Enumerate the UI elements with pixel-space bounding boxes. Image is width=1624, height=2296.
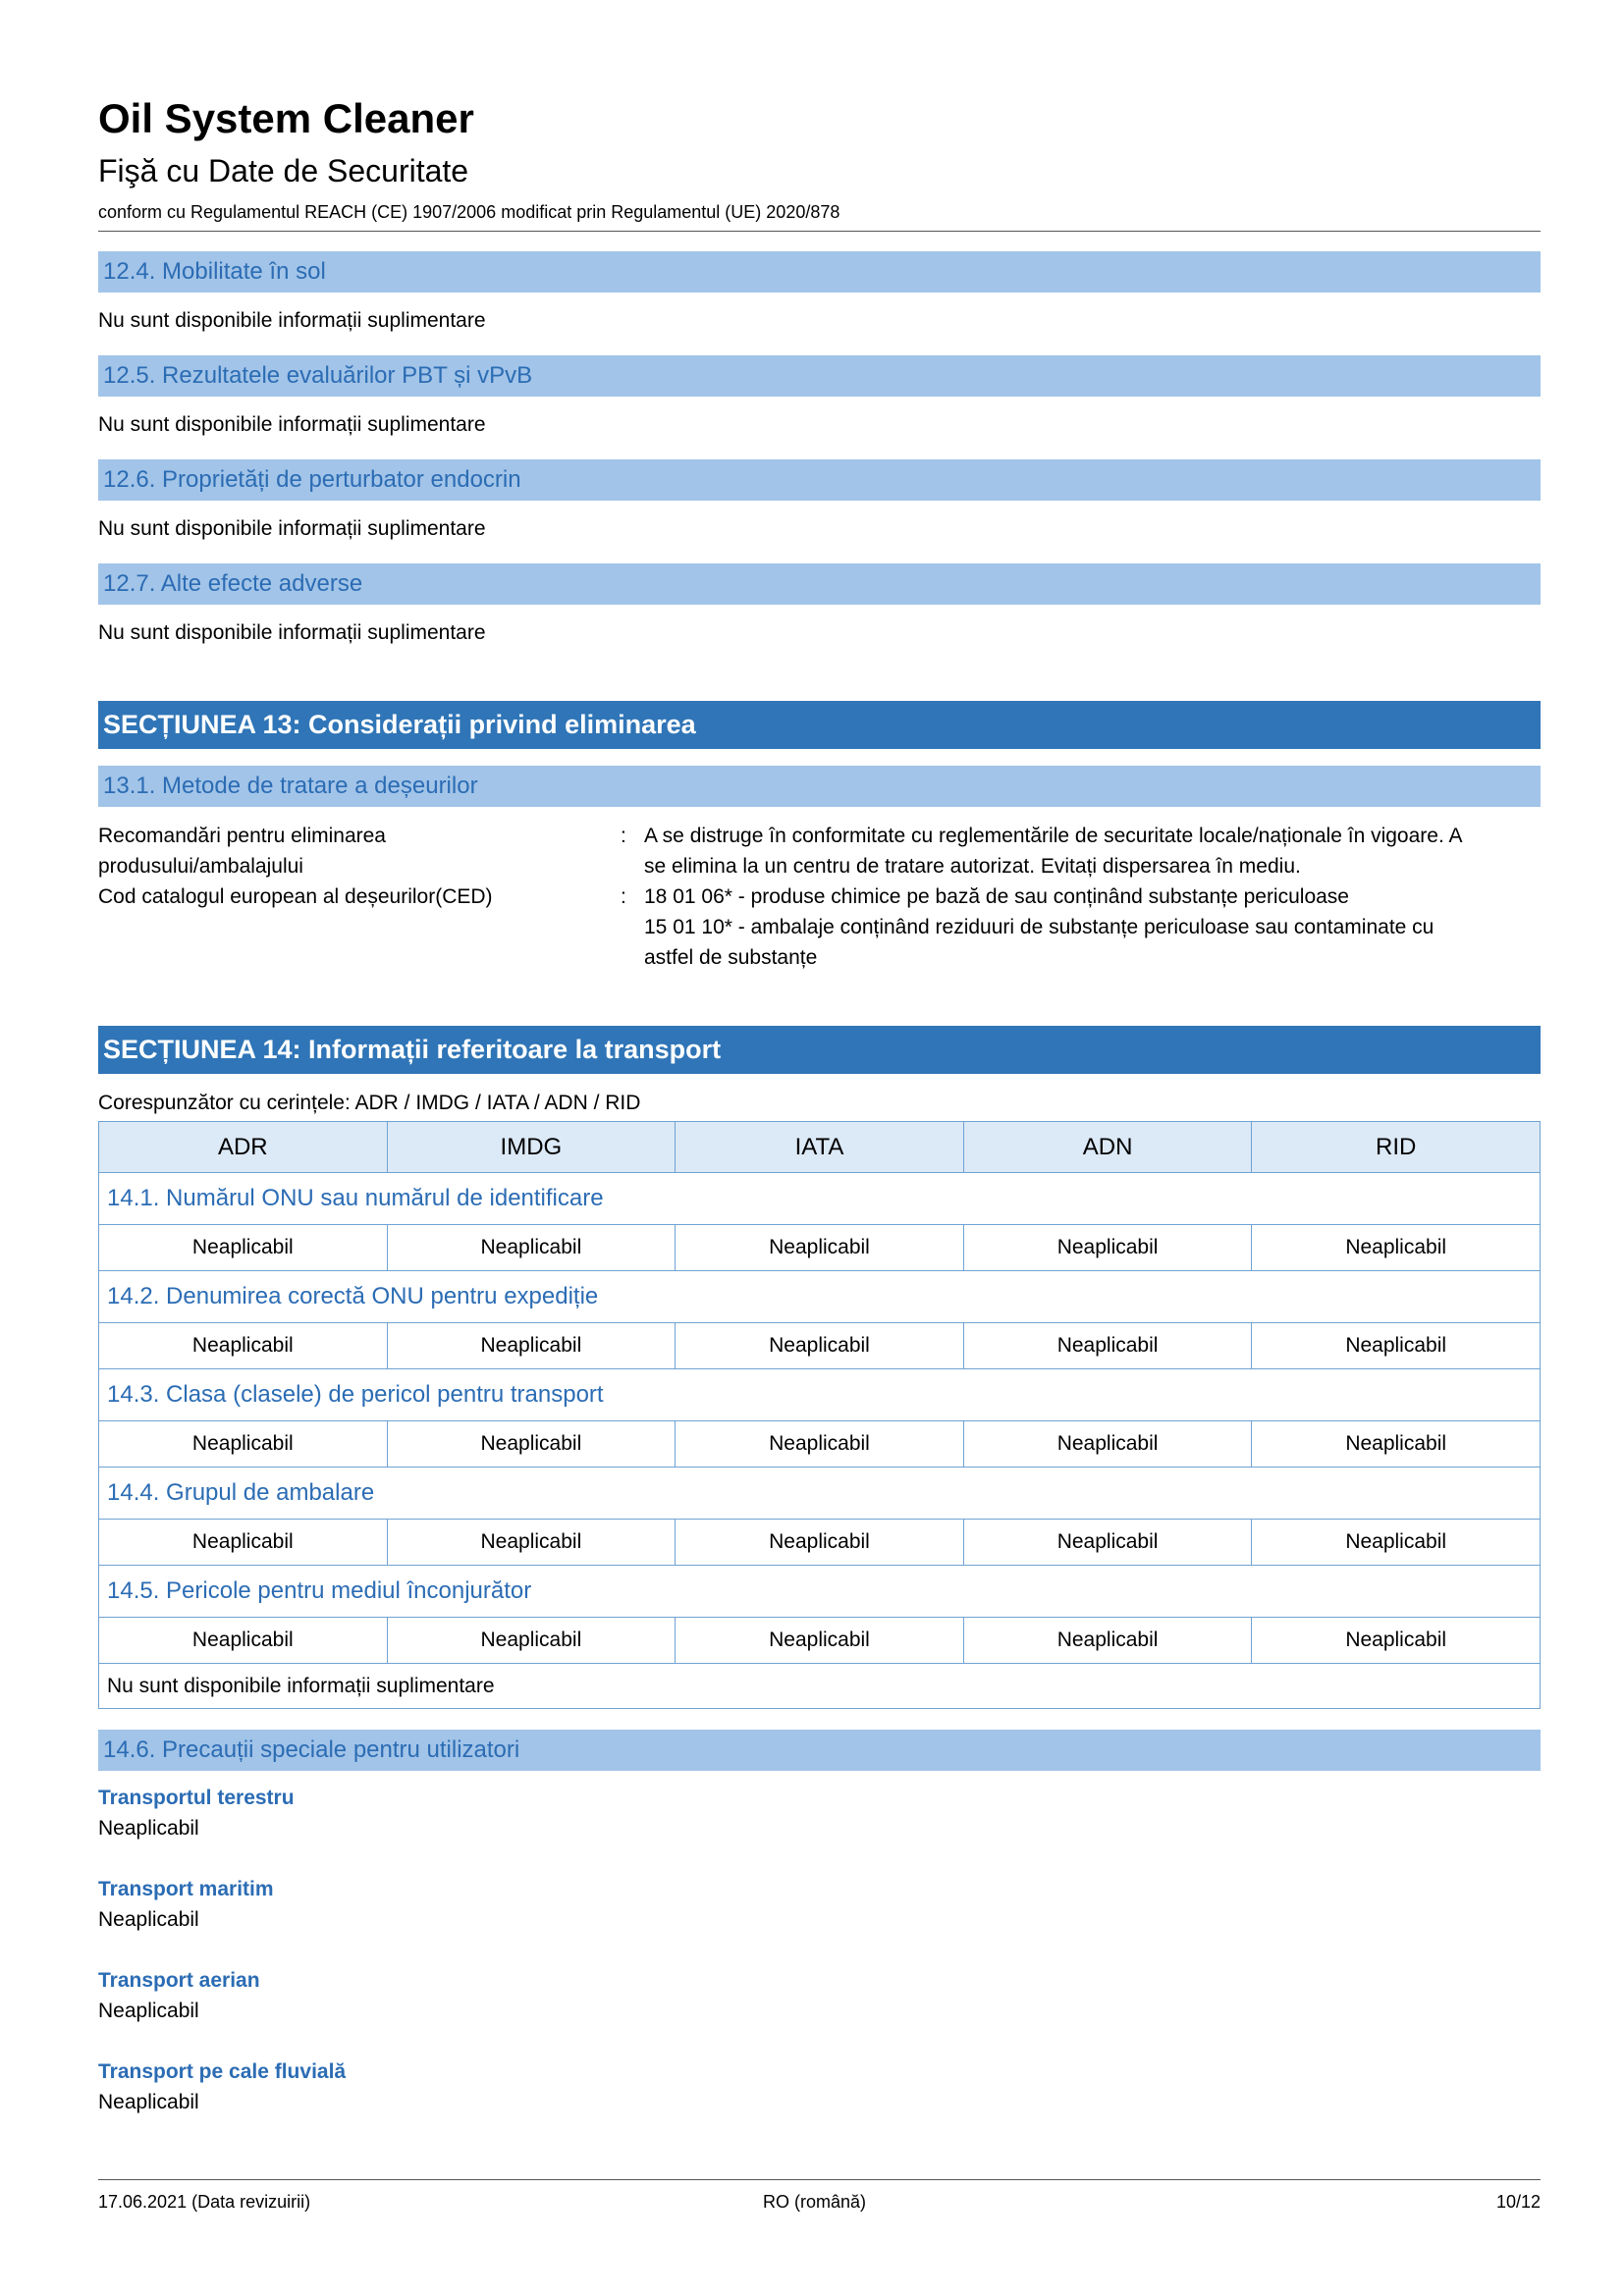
subsection-12-5-text: Nu sunt disponibile informații suplimentare: [98, 413, 486, 436]
row-heading-14-4: 14.4. Grupul de ambalare: [99, 1468, 1541, 1520]
subsection-12-7-text: Nu sunt disponibile informații suplimentare: [98, 621, 486, 644]
field-colon: :: [621, 825, 626, 847]
header-divider: [98, 231, 1541, 232]
table-cell: Neaplicabil: [387, 1421, 676, 1468]
table-cell: Neaplicabil: [99, 1421, 388, 1468]
subsection-13-1-heading: 13.1. Metode de tratare a deșeurilor: [98, 766, 1541, 807]
table-cell: Neaplicabil: [1252, 1618, 1541, 1664]
row-heading-14-1: 14.1. Numărul ONU sau numărul de identificare: [99, 1173, 1541, 1225]
subsection-12-5-heading: 12.5. Rezultatele evaluărilor PBT și vPvB: [98, 355, 1541, 397]
transport-mode-sea: Transport maritim: [98, 1878, 274, 1900]
column-header-rid: RID: [1252, 1122, 1541, 1173]
transport-mode-air: Transport aerian: [98, 1969, 260, 1992]
subsection-12-4-heading: 12.4. Mobilitate în sol: [98, 251, 1541, 293]
table-cell: Neaplicabil: [676, 1323, 964, 1369]
table-cell: Neaplicabil: [387, 1225, 676, 1271]
table-cell: Neaplicabil: [99, 1323, 388, 1369]
table-cell: Neaplicabil: [387, 1323, 676, 1369]
section-14-heading: SECȚIUNEA 14: Informații referitoare la transport: [98, 1026, 1541, 1074]
regulation-note: conform cu Regulamentul REACH (CE) 1907/2006 modificat prin Regulamentul (UE) 2020/878: [98, 202, 840, 222]
table-row: [99, 1520, 1541, 1566]
table-cell: Neaplicabil: [963, 1520, 1252, 1566]
table-row: [99, 1225, 1541, 1271]
transport-requirements-intro: Corespunzător cu cerințele: ADR / IMDG / IATA / ADN / RID: [98, 1092, 641, 1114]
transport-mode-inland: Transport pe cale fluvială: [98, 2060, 347, 2083]
table-cell: Neaplicabil: [1252, 1520, 1541, 1566]
field-colon: :: [621, 885, 626, 908]
subsection-12-4-text: Nu sunt disponibile informații suplimentare: [98, 309, 486, 332]
table-cell: Neaplicabil: [1252, 1225, 1541, 1271]
transport-table-header: [99, 1122, 1541, 1173]
transport-mode-land-value: Neaplicabil: [98, 1817, 199, 1840]
table-cell: Neaplicabil: [1252, 1323, 1541, 1369]
row-heading-14-3: 14.3. Clasa (clasele) de pericol pentru transport: [99, 1369, 1541, 1421]
transport-mode-air-value: Neaplicabil: [98, 2000, 199, 2022]
revision-date: 17.06.2021 (Data revizuirii): [98, 2192, 311, 2212]
table-cell: Neaplicabil: [99, 1618, 388, 1664]
table-cell: Neaplicabil: [1252, 1421, 1541, 1468]
table-cell: Neaplicabil: [676, 1520, 964, 1566]
column-header-iata: IATA: [676, 1122, 964, 1173]
section-13-heading: SECȚIUNEA 13: Considerații privind eliminarea: [98, 701, 1541, 749]
column-header-adn: ADN: [963, 1122, 1252, 1173]
table-cell: Neaplicabil: [963, 1323, 1252, 1369]
document-subtitle: Fişă cu Date de Securitate: [98, 153, 469, 188]
row-heading-14-5: 14.5. Pericole pentru mediul înconjurător: [99, 1566, 1541, 1618]
transport-mode-land: Transportul terestru: [98, 1787, 295, 1809]
table-cell: Neaplicabil: [99, 1520, 388, 1566]
table-cell: Neaplicabil: [99, 1225, 388, 1271]
table-cell: Neaplicabil: [387, 1618, 676, 1664]
transport-table: [98, 1121, 1541, 1709]
column-header-adr: ADR: [99, 1122, 388, 1173]
table-cell: Neaplicabil: [676, 1421, 964, 1468]
table-cell: Neaplicabil: [963, 1421, 1252, 1468]
transport-mode-sea-value: Neaplicabil: [98, 1908, 199, 1931]
table-note: Nu sunt disponibile informații suplimentare: [99, 1664, 1541, 1709]
subsection-12-6-text: Nu sunt disponibile informații suplimentare: [98, 517, 486, 540]
document-title: Oil System Cleaner: [98, 95, 474, 141]
disposal-recommendation-label: Recomandări pentru eliminarea produsului/ambalajului: [98, 825, 386, 878]
waste-catalogue-value: 18 01 06* - produse chimice pe bază de sau conținând substanțe periculoase 15 01 10* - ambalaje conținând reziduuri de substanțe periculoase sau contaminate cu astfel de substanțe: [644, 885, 1435, 969]
table-cell: Neaplicabil: [676, 1618, 964, 1664]
language-label: RO (română): [763, 2192, 867, 2212]
table-cell: Neaplicabil: [963, 1225, 1252, 1271]
table-cell: Neaplicabil: [387, 1520, 676, 1566]
table-cell: Neaplicabil: [963, 1618, 1252, 1664]
disposal-recommendation-value: A se distruge în conformitate cu reglementările de securitate locale/naționale în vigoare. A se elimina la un centru de tratare autorizat. Evitați dispersarea în mediu.: [644, 825, 1463, 878]
subsection-12-7-heading: 12.7. Alte efecte adverse: [98, 563, 1541, 605]
column-header-imdg: IMDG: [387, 1122, 676, 1173]
table-row: [99, 1618, 1541, 1664]
footer-divider: [98, 2179, 1541, 2180]
row-heading-14-2: 14.2. Denumirea corectă ONU pentru expediție: [99, 1271, 1541, 1323]
table-row: [99, 1421, 1541, 1468]
waste-catalogue-label: Cod catalogul european al deșeurilor(CED): [98, 885, 493, 908]
transport-mode-inland-value: Neaplicabil: [98, 2091, 199, 2113]
subsection-14-6-heading: 14.6. Precauții speciale pentru utilizatori: [98, 1730, 1541, 1771]
page-number: 10/12: [1495, 2192, 1541, 2212]
subsection-12-6-heading: 12.6. Proprietăți de perturbator endocrin: [98, 459, 1541, 501]
table-row: [99, 1323, 1541, 1369]
table-cell: Neaplicabil: [676, 1225, 964, 1271]
